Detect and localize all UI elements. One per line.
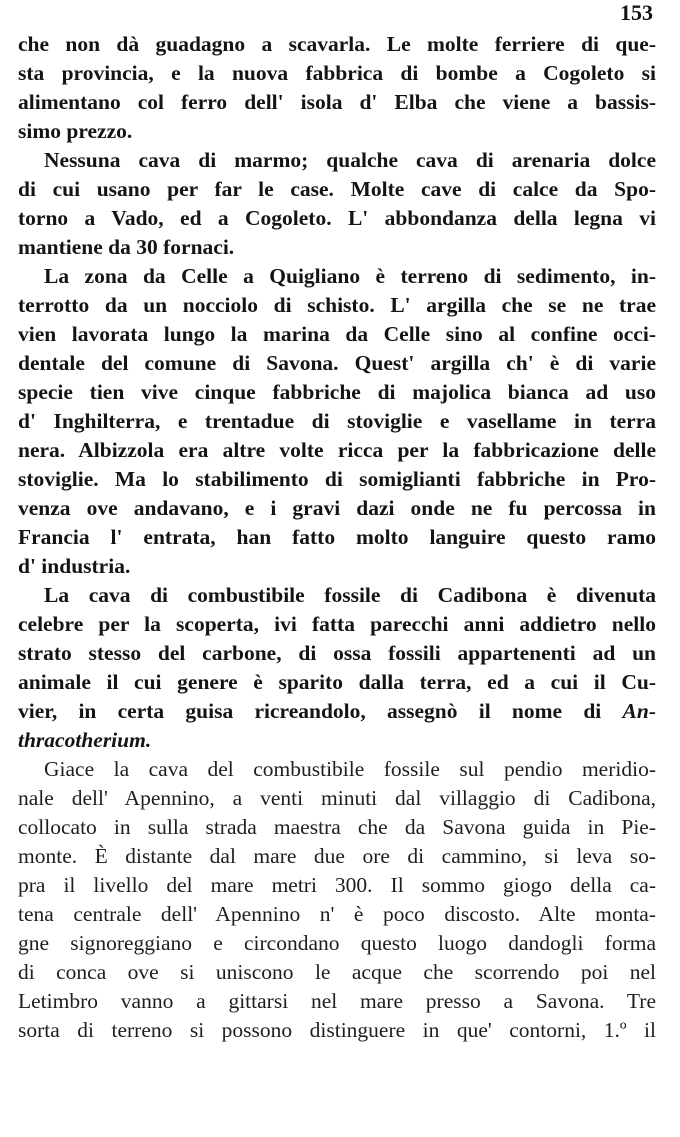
text-line: terrotto da un nocciolo di schisto. L' argilla che se ne trae <box>18 293 656 317</box>
text-run: vier, in certa guisa ricreandolo, assegnò il nome di <box>18 699 602 723</box>
text-line: Letimbro vanno a gittarsi nel mare presso a Savona. Tre <box>18 989 656 1013</box>
text-line: nera. Albizzola era altre volte ricca per la fabbricazione delle <box>18 438 656 462</box>
text-line: che non dà guadagno a scavarla. Le molte ferriere di que- <box>18 32 656 56</box>
paragraph-3 <box>18 262 656 581</box>
text-line: d' Inghilterra, e trentadue di stoviglie e vasellame in terra <box>18 409 656 433</box>
text-line: sta provincia, e la nuova fabbrica di bombe a Cogoleto si <box>18 61 656 85</box>
text-line: strato stesso del carbone, di ossa fossili appartenenti ad un <box>18 641 656 665</box>
paragraph-5 <box>18 755 656 1045</box>
text-line: tena centrale dell' Apennino n' è poco discosto. Alte monta- <box>18 902 656 926</box>
paragraph-4 <box>18 581 656 755</box>
text-line: animale il cui genere è sparito dalla terra, ed a cui il Cu- <box>18 670 656 694</box>
text-line: Francia l' entrata, han fatto molto languire questo ramo <box>18 525 656 549</box>
text-line: venza ove andavano, e i gravi dazi onde ne fu percossa in <box>18 496 656 520</box>
text-line <box>18 726 656 755</box>
text-line: Nessuna cava di marmo; qualche cava di arenaria dolce <box>44 148 656 172</box>
text-line: dentale del comune di Savona. Quest' argilla ch' è di varie <box>18 351 656 375</box>
italic-term: An- <box>622 699 656 723</box>
paragraph-2 <box>18 146 656 262</box>
text-line: nale dell' Apennino, a venti minuti dal villaggio di Cadibona, <box>18 786 656 810</box>
text-line: di cui usano per far le case. Molte cave di calce da Spo- <box>18 177 656 201</box>
paragraph-1 <box>18 30 656 146</box>
italic-term: thracotherium. <box>18 728 152 752</box>
body-text <box>18 30 656 1045</box>
text-line: specie tien vive cinque fabbriche di majolica bianca ad uso <box>18 380 656 404</box>
text-line: torno a Vado, ed a Cogoleto. L' abbondanza della legna vi <box>18 206 656 230</box>
text-line: La zona da Celle a Quigliano è terreno di sedimento, in- <box>44 264 656 288</box>
text-line: alimentano col ferro dell' isola d' Elba che viene a bassis- <box>18 90 656 114</box>
text-line: gne signoreggiano e circondano questo luogo dandogli forma <box>18 931 656 955</box>
text-line-with-italic <box>18 697 656 726</box>
text-line: La cava di combustibile fossile di Cadibona è divenuta <box>44 583 656 607</box>
text-line: stoviglie. Ma lo stabilimento di somiglianti fabbriche in Pro- <box>18 467 656 491</box>
page-number: 153 <box>620 0 653 25</box>
text-line: simo prezzo. <box>18 119 133 143</box>
text-line: di conca ove si uniscono le acque che scorrendo poi nel <box>18 960 656 984</box>
text-line: mantiene da 30 fornaci. <box>18 235 235 259</box>
text-line: pra il livello del mare metri 300. Il sommo giogo della ca- <box>18 873 656 897</box>
text-line: sorta di terreno si possono distinguere in que' contorni, 1.º il <box>18 1018 656 1042</box>
text-line: collocato in sulla strada maestra che da Savona guida in Pie- <box>18 815 656 839</box>
text-line: Giace la cava del combustibile fossile sul pendio meridio- <box>44 757 656 781</box>
text-line: d' industria. <box>18 554 131 578</box>
text-line: vien lavorata lungo la marina da Celle sino al confine occi- <box>18 322 656 346</box>
text-line: monte. È distante dal mare due ore di cammino, si leva so- <box>18 844 656 868</box>
text-line: celebre per la scoperta, ivi fatta parecchi anni addietro nello <box>18 612 656 636</box>
